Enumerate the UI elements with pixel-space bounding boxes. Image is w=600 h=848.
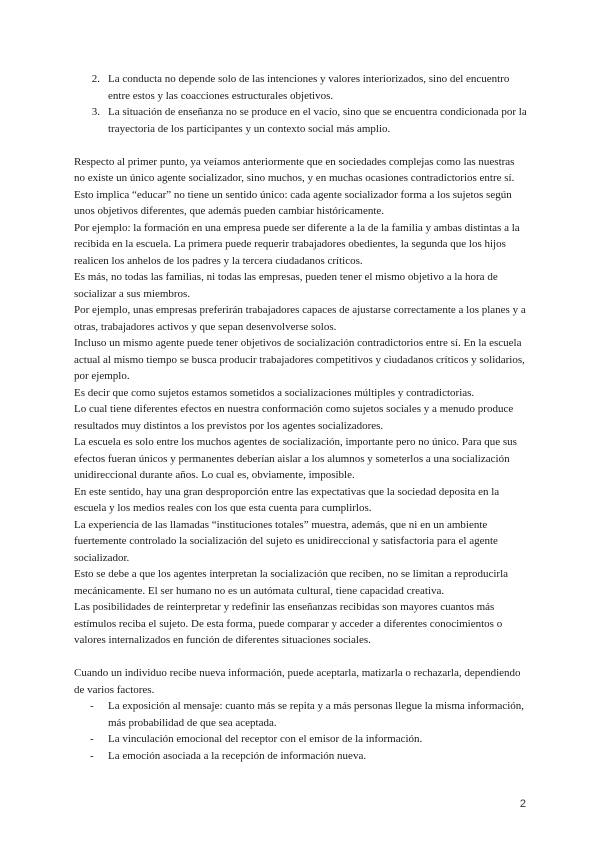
paragraph: Por ejemplo: la formación en una empresa puede ser diferente a la de la familia y ambas distintas a la recibida en la escuela. La primera puede requerir trabajadores obedientes, la segunda que los hijos realicen los anhelos de los padres y la tercera ciudadanos críticos. — [74, 221, 520, 267]
paragraph: La escuela es solo entre los muchos agentes de socialización, importante pero no único. Para que sus efectos fueran únicos y permanentes deberían aislar a los alumnos y someterlos a una socialización unidireccional durante años. Lo cual es, obviamente, imposible. — [74, 436, 517, 481]
dash-item — [74, 698, 528, 731]
paragraph: Respecto al primer punto, ya veíamos anteriormente que en sociedades complejas como las nuestras no existe un único agente socializador, sino muchos, y en muchas ocasiones contradictorios entre sí. — [74, 155, 515, 184]
spacer — [74, 137, 528, 154]
dash-marker: - — [90, 749, 94, 762]
dash-list — [74, 698, 528, 764]
item-text: La situación de enseñanza no se produce en el vacío, sino que se encuentra condicionada por la trayectoria de los participantes y un contexto social más amplio. — [108, 106, 527, 135]
document-page — [74, 71, 528, 764]
paragraph: Incluso un mismo agente puede tener objetivos de socialización contradictorios entre sí. En la escuela actual al mismo tiempo se busca producir trabajadores competitivos y ciudadanos críticos y solidarios, por ejemplo. — [74, 337, 525, 382]
paragraph: Las posibilidades de reinterpretar y redefinir las enseñanzas recibidas son mayores cuantos más estímulos reciba el sujeto. De esta forma, puede comparar y acceder a diferentes conocimientos o valores internalizados en función de diferentes situaciones sociales. — [74, 601, 503, 646]
paragraph: Lo cual tiene diferentes efectos en nuestra conformación como sujetos sociales y a menudo produce resultados muy distintos a los previstos por los agentes socializadores. — [74, 403, 514, 432]
paragraph: Es más, no todas las familias, ni todas las empresas, pueden tener el mismo objetivo a la hora de socializar a sus miembros. — [74, 271, 498, 300]
item-text: La conducta no depende solo de las intenciones y valores interiorizados, sino del encuentro entre estos y las coacciones estructurales objetivos. — [108, 73, 510, 102]
paragraph: Es decir que como sujetos estamos sometidos a socializaciones múltiples y contradictorias. — [74, 386, 475, 399]
paragraph: Por ejemplo, unas empresas preferirán trabajadores capaces de ajustarse correctamente a los planes y a otras, trabajadores activos y que sepan desenvolverse solos. — [74, 304, 526, 333]
numbered-item — [74, 71, 528, 104]
dash-item — [74, 731, 528, 748]
item-number: 2. — [91, 73, 100, 85]
numbered-item — [74, 104, 528, 137]
page-number: 2 — [519, 798, 526, 810]
paragraph: Esto se debe a que los agentes interpretan la socialización que reciben, no se limitan a reproducirla mecánicamente. El ser humano no es un autómata cultural, tiene capacidad creativa. — [74, 568, 509, 597]
body-text — [74, 154, 528, 649]
paragraph: La experiencia de las llamadas “instituciones totales” muestra, además, que ni en un ambiente fuertemente controlado la socialización del sujeto es unidireccional y satisfactoria para el agente socializador. — [74, 518, 498, 564]
dash-marker: - — [90, 700, 94, 712]
paragraph: En este sentido, hay una gran desproporción entre las expectativas que la sociedad deposita en la escuela y los medios reales con los que esta cuenta para cumplirlos. — [74, 485, 500, 514]
item-text: La vinculación emocional del receptor con el emisor de la información. — [108, 733, 423, 745]
paragraph: Esto implica “educar” no tiene un sentido único: cada agente socializador forma a los sujetos según unos objetivos diferentes, que además pueden cambiar históricamente. — [74, 188, 512, 217]
numbered-list — [74, 71, 528, 137]
closing-paragraph: Cuando un individuo recibe nueva información, puede aceptarla, matizarla o rechazarla, dependiendo de varios factores. — [74, 667, 521, 696]
dash-item — [74, 748, 528, 765]
dash-marker: - — [90, 733, 94, 745]
item-text: La exposición al mensaje: cuanto más se repita y a más personas llegue la misma información, más probabilidad de que sea aceptada. — [108, 700, 525, 729]
item-number: 3. — [91, 106, 100, 118]
spacer — [74, 649, 528, 666]
item-text: La emoción asociada a la recepción de información nueva. — [108, 749, 367, 762]
